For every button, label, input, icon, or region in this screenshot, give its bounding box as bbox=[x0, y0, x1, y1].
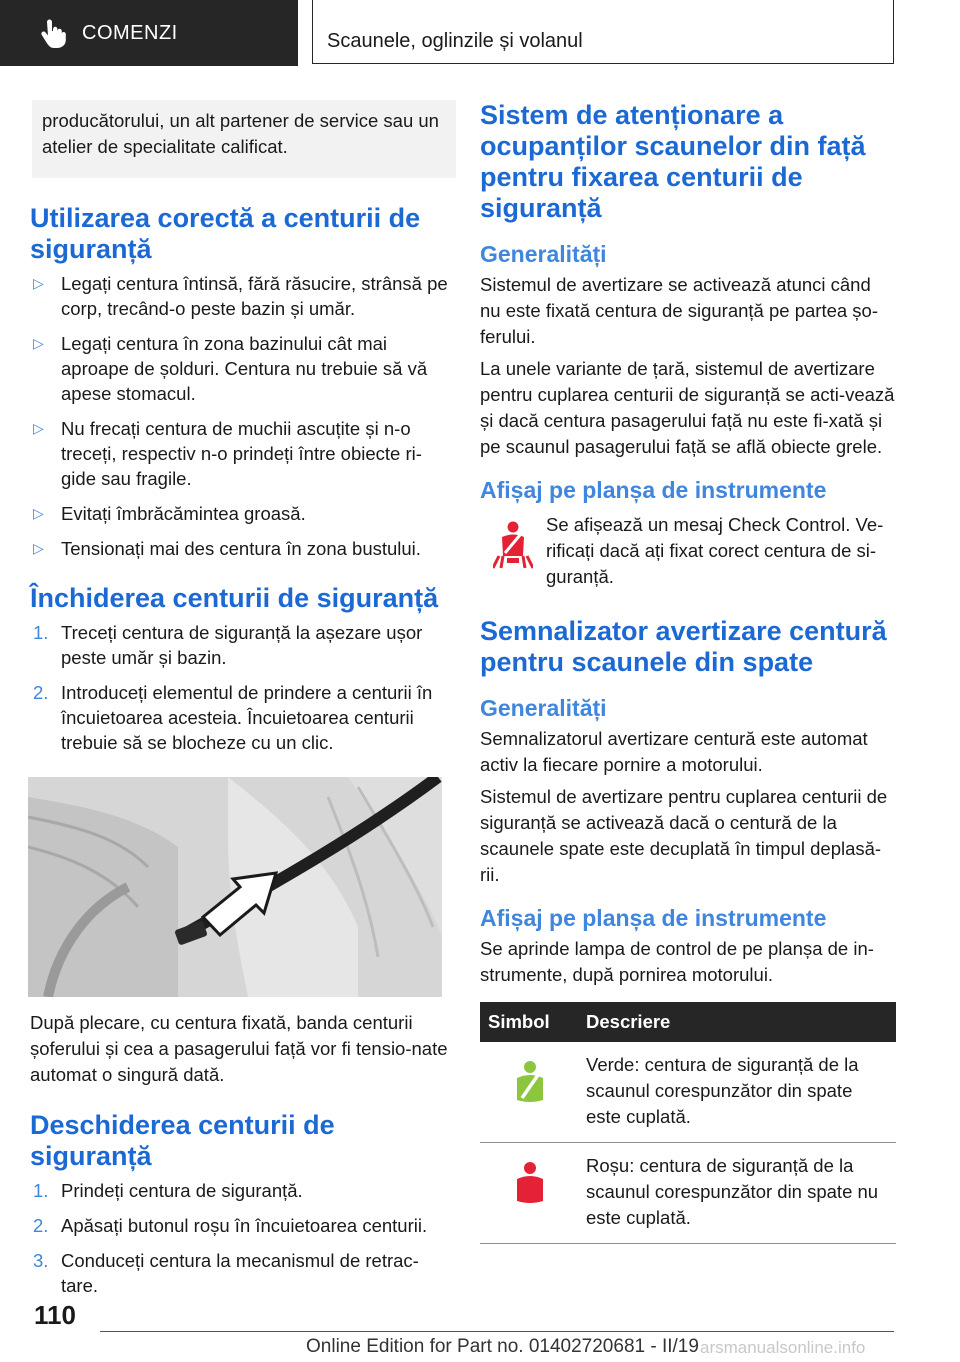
symbol-table bbox=[480, 1002, 896, 1244]
seat-red-icon bbox=[512, 1161, 548, 1207]
heading-opening: Deschiderea centurii de siguranță bbox=[30, 1110, 335, 1171]
list-item: ▷ Legați centura în zona bazinului cât mai aproape de șolduri. Centura nu trebuie să vă apese stomacul. bbox=[33, 333, 428, 404]
seatbelt-warning-icon bbox=[493, 520, 533, 570]
section-label: COMENZI bbox=[82, 21, 178, 44]
note-text: producătorului, un alt partener de service sau un atelier de specialitate calificat. bbox=[42, 110, 439, 157]
triangle-bullet-icon: ▷ bbox=[33, 275, 44, 291]
table-row bbox=[480, 1042, 896, 1143]
triangle-bullet-icon: ▷ bbox=[33, 505, 44, 521]
symbol-cell bbox=[480, 1143, 578, 1244]
list-item: 2. Introduceți elementul de prindere a centurii în încuietoarea acesteia. Încuietoarea centurii trebuie să se blocheze cu un clic. bbox=[33, 682, 433, 753]
footer-divider bbox=[100, 1331, 894, 1332]
general-text-3: Semnalizatorul avertizare centură este automat activ la fiecare pornire a motorului. bbox=[480, 728, 868, 775]
general-text-4: Sistemul de avertizare pentru cuplarea centurii de siguranță se activează dacă o centură de la scaunele spate este decuplată în timpul deplasă-rii. bbox=[480, 786, 888, 885]
display-text-2: Se aprinde lampa de control de pe planșa de in-strumente, după pornirea motorului. bbox=[480, 938, 874, 985]
opening-steps bbox=[30, 1178, 448, 1298]
list-item: 3. Conduceți centura la mecanismul de retrac-tare. bbox=[33, 1250, 419, 1296]
list-item: 2. Apăsați butonul roșu în încuietoarea centurii. bbox=[33, 1215, 428, 1236]
list-item: ▷ Legați centura întinsă, fără răsucire, strânsă pe corp, trecând-o peste bazin și umăr. bbox=[33, 273, 448, 319]
heading-display-1: Afișaj pe planșa de instrumente bbox=[480, 477, 827, 503]
list-item: 1. Treceți centura de siguranță la așezare ușor peste umăr și bazin. bbox=[33, 622, 423, 668]
left-column bbox=[30, 100, 448, 1298]
general-text-1: Sistemul de avertizare se activează atunci când nu este fixată centura de siguranță pe partea șo-ferului. bbox=[480, 274, 879, 347]
list-item: ▷ Evitați îmbrăcămintea groasă. bbox=[33, 503, 306, 524]
page-number: 110 bbox=[34, 1300, 76, 1330]
seatbelt-buckle-photo bbox=[28, 777, 442, 997]
after-departure-text: După plecare, cu centura fixată, banda centurii șoferului și cea a pasagerului față vor fi tensio-nate automat o singură dată. bbox=[30, 1012, 448, 1085]
col-description: Descriere bbox=[578, 1002, 896, 1042]
right-column bbox=[480, 100, 896, 1244]
table-row bbox=[480, 1143, 896, 1244]
heading-closing: Închiderea centurii de siguranță bbox=[30, 583, 439, 613]
heading-general-2: Generalități bbox=[480, 695, 607, 721]
general-text-2: La unele variante de țară, sistemul de avertizare pentru cuplarea centurii de siguranță se acti-vează și dacă centura pasagerului față nu este fi-xată și pe scaunul pasagerului față se află obiecte grele. bbox=[480, 358, 895, 457]
list-item: 1. Prindeți centura de siguranță. bbox=[33, 1180, 303, 1201]
heading-correct-use: Utilizarea corectă a centurii de siguranță bbox=[30, 203, 421, 264]
description-cell: Roșu: centura de siguranță de la scaunul corespunzător din spate nu este cuplată. bbox=[578, 1143, 896, 1244]
check-control-row bbox=[480, 512, 896, 590]
triangle-bullet-icon: ▷ bbox=[33, 335, 44, 351]
check-control-text: Se afișează un mesaj Check Control. Ve-rificați dacă ați fixat corect centura de si-guranță. bbox=[546, 514, 884, 587]
triangle-bullet-icon: ▷ bbox=[33, 420, 44, 436]
seatbelt-warning-icon-wrap bbox=[480, 512, 546, 590]
chapter-label: Scaunele, oglinzile și volanul bbox=[327, 30, 583, 52]
description-cell: Verde: centura de siguranță de la scaunul corespunzător din spate este cuplată. bbox=[578, 1042, 896, 1143]
seatbelt-green-icon bbox=[512, 1060, 548, 1106]
list-item: ▷ Tensionați mai des centura în zona bustului. bbox=[33, 538, 421, 559]
edition-text: Online Edition for Part no. 01402720681 - II/19 bbox=[306, 1336, 699, 1357]
triangle-bullet-icon: ▷ bbox=[33, 540, 44, 556]
table-header-row bbox=[480, 1002, 896, 1042]
heading-front-warning: Sistem de atenționare a ocupanților scaunelor din față pentru fixarea centurii de siguranță bbox=[480, 100, 866, 223]
closing-steps bbox=[30, 620, 448, 755]
correct-use-list bbox=[30, 271, 448, 561]
watermark: arsmanualsonline.info bbox=[700, 1338, 866, 1357]
symbol-cell bbox=[480, 1042, 578, 1143]
heading-display-2: Afișaj pe planșa de instrumente bbox=[480, 905, 827, 931]
header-section-tab bbox=[0, 0, 298, 66]
col-symbol: Simbol bbox=[480, 1002, 578, 1042]
note-box bbox=[32, 100, 456, 178]
seat-illustration bbox=[28, 777, 442, 997]
list-item: ▷ Nu frecați centura de muchii ascuțite și n-o treceți, respectiv n-o prindeți între obiecte ri-gide sau fragile. bbox=[33, 418, 422, 489]
heading-rear-warning: Semnalizator avertizare centură pentru scaunele din spate bbox=[480, 616, 887, 677]
heading-general-1: Generalități bbox=[480, 241, 607, 267]
header-chapter-box bbox=[312, 0, 894, 64]
hand-pointer-icon bbox=[38, 18, 68, 48]
